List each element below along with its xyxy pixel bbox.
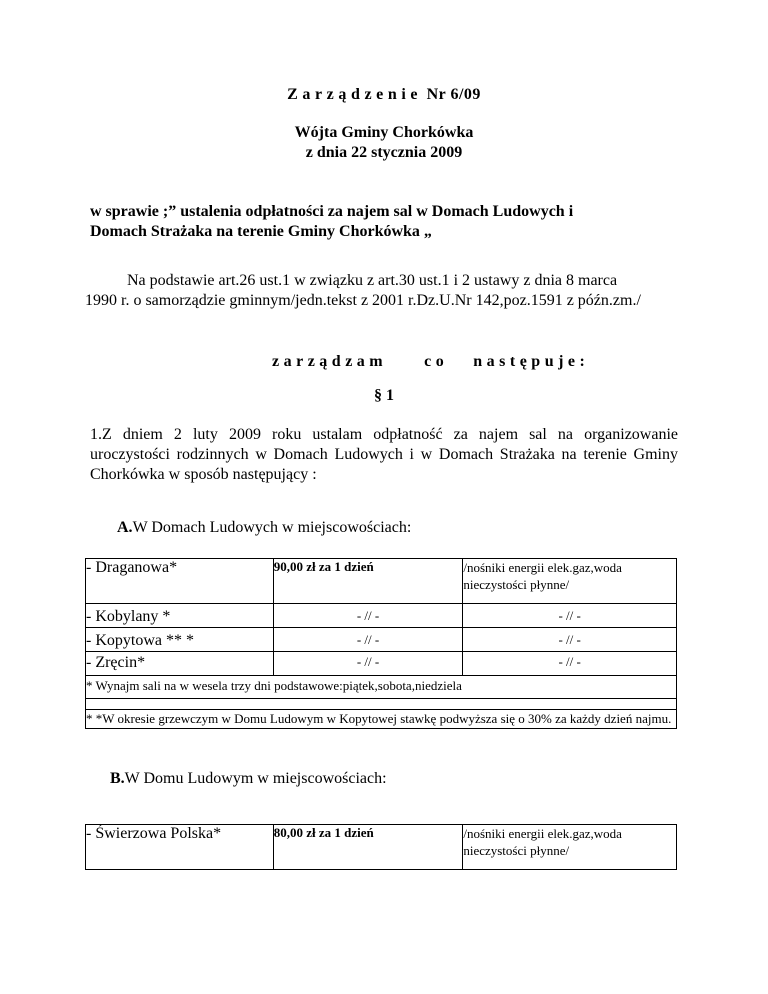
price-cell: - // -: [273, 652, 463, 676]
decree-word-2: co: [424, 353, 449, 370]
point-1-line-1: 1.Z dniem 2 luty 2009 roku ustalam odpłatność za najem sal na organizowanie: [90, 426, 678, 443]
location-cell: - Zręcin*: [86, 652, 274, 676]
issuer: Wójta Gminy Chorkówka: [294, 124, 474, 141]
point-1-line-2: uroczystości rodzinnych w Domach Ludowych i w Domach Strażaka na terenie Gminy: [90, 446, 678, 463]
price-cell: - // -: [273, 628, 463, 652]
document-title: [0, 86, 768, 104]
note-cell: /nośniki energii elek.gaz,woda nieczystości płynne/: [463, 825, 677, 870]
title-word: Zarządzenie: [287, 86, 423, 103]
section-a-title: W Domach Ludowych w miejscowościach:: [132, 519, 412, 536]
table-row: [86, 652, 677, 676]
table-row: [86, 825, 677, 870]
subject-line-1: w sprawie ;” ustalenia odpłatności za najem sal w Domach Ludowych i: [90, 203, 574, 220]
section-a-table: [85, 558, 677, 729]
decree-formula: [272, 353, 589, 371]
price-cell: - // -: [273, 604, 463, 628]
note-cell: - // -: [463, 628, 677, 652]
subject-line-2: Domach Strażaka na terenie Gminy Chorkówka „: [90, 223, 432, 240]
section-a-letter: A.: [117, 519, 133, 536]
footnote-2: * *W okresie grzewczym w Domu Ludowym w Kopytowej stawkę podwyższa się o 30% za każdy dzień najmu.: [86, 710, 677, 729]
price-cell: 80,00 zł za 1 dzień: [273, 825, 463, 870]
section-b-letter: B.: [110, 770, 125, 787]
note-cell: - // -: [463, 652, 677, 676]
title-number: Nr 6/09: [426, 86, 481, 103]
point-1-line-3: Chorkówka w sposób następujący :: [90, 466, 317, 483]
table-row: [86, 604, 677, 628]
table-row: [86, 559, 677, 604]
location-cell: - Draganowa*: [86, 559, 274, 604]
footnote-1: * Wynajm sali na w wesela trzy dni podstawowe:piątek,sobota,niedziela: [86, 676, 677, 699]
point-1: [90, 425, 678, 485]
paragraph-mark: § 1: [374, 387, 394, 404]
location-cell: - Świerzowa Polska*: [86, 825, 274, 870]
note-cell: - // -: [463, 604, 677, 628]
subject: [90, 202, 710, 242]
location-cell: - Kobylany *: [86, 604, 274, 628]
table-gap: [86, 699, 677, 710]
table-row: [86, 676, 677, 699]
decree-word-1: zarządzam: [272, 353, 388, 370]
note-cell: /nośniki energii elek.gaz,woda nieczystości płynne/: [463, 559, 677, 604]
issue-date: z dnia 22 stycznia 2009: [305, 144, 463, 161]
legal-basis-line-2: 1990 r. o samorządzie gminnym/jedn.tekst z 2001 r.Dz.U.Nr 142,poz.1591 z późn.zm./: [85, 292, 641, 309]
section-a-heading: [117, 519, 411, 537]
decree-word-3: następuje:: [473, 353, 590, 370]
section-b-table: [85, 824, 677, 870]
section-b-heading: [110, 770, 387, 788]
table-row: [86, 628, 677, 652]
legal-basis-line-1: Na podstawie art.26 ust.1 w związku z art.30 ust.1 i 2 ustawy z dnia 8 marca: [127, 272, 618, 289]
location-cell: - Kopytowa ** *: [86, 628, 274, 652]
table-row: [86, 710, 677, 729]
section-b-title: W Domu Ludowym w miejscowościach:: [124, 770, 387, 787]
price-cell: 90,00 zł za 1 dzień: [273, 559, 463, 604]
